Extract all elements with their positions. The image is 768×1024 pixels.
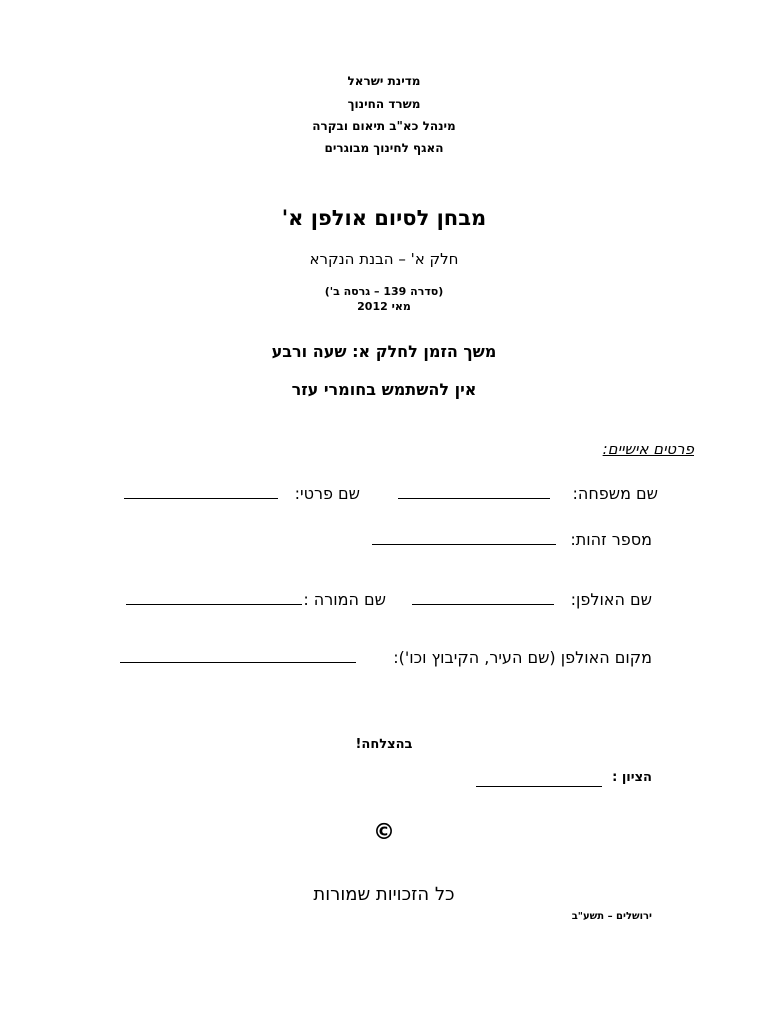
no-aids-notice: אין להשתמש בחומרי עזר: [291, 380, 477, 399]
id-number-label: מספר זהות:: [570, 530, 652, 549]
exam-title: מבחן לסיום אולפן א': [281, 206, 487, 230]
ulpan-location-field[interactable]: [120, 662, 356, 663]
grade-label: הציון :: [612, 770, 652, 785]
header-ministry: משרד החינוך: [347, 97, 421, 111]
header-state: מדינת ישראל: [347, 74, 421, 88]
exam-series: (סדרה 139 – גרסה ב'): [324, 285, 444, 298]
header-division: האגף לחינוך מבוגרים: [324, 141, 444, 155]
teacher-name-field[interactable]: [126, 604, 302, 605]
personal-section-title: פרטים אישיים:: [602, 440, 694, 458]
exam-part: חלק א' – הבנת הנקרא: [309, 250, 459, 268]
rights-reserved: כל הזכויות שמורות: [313, 884, 455, 905]
good-luck: בהצלחה!: [355, 737, 413, 752]
exam-date: מאי 2012: [357, 300, 411, 313]
ulpan-name-label: שם האולפן:: [570, 590, 652, 609]
first-name-label: שם פרטי:: [294, 484, 360, 503]
place-year: ירושלים – תשע"ב: [571, 911, 652, 922]
grade-field[interactable]: [476, 786, 602, 787]
teacher-name-label: שם המורה :: [303, 590, 386, 609]
exam-duration: משך הזמן לחלק א: שעה ורבע: [271, 342, 497, 361]
id-number-field[interactable]: [372, 544, 556, 545]
first-name-field[interactable]: [124, 498, 278, 499]
copyright-icon: ©: [373, 820, 395, 845]
last-name-field[interactable]: [398, 498, 550, 499]
last-name-label: שם משפחה:: [572, 484, 658, 503]
header-directorate: מינהל כא"ב תיאום ובקרה: [312, 119, 456, 133]
ulpan-location-label: מקום האולפן (שם העיר, הקיבוץ וכו'):: [393, 648, 652, 667]
ulpan-name-field[interactable]: [412, 604, 554, 605]
